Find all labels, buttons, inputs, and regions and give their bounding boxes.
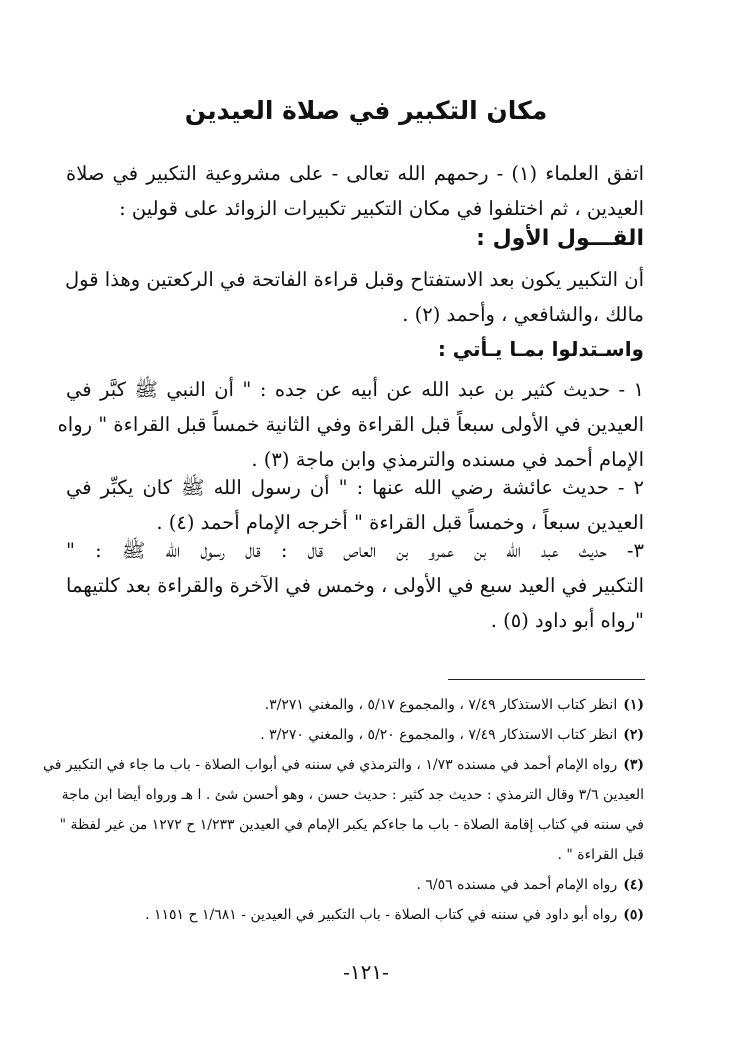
evidence-item-2: [66, 470, 644, 540]
footnote-3: [43, 750, 644, 870]
intro-line-1: اتفق العلماء (١) - رحمهم الله تعالى - على مشروعية التكبير في صلاة: [66, 162, 644, 185]
page-number: -١٢١-: [343, 960, 389, 984]
footnote-number: (٤): [623, 877, 644, 893]
first-opinion-paragraph: [66, 262, 644, 332]
first-opinion-line-2: مالك ،والشافعي ، وأحمد (٢) .: [402, 303, 644, 326]
footnote-number: (١): [623, 697, 644, 713]
footnote-3-line-3: في سننه في كتاب إقامة الصلاة - باب ما جاءكم يكبر الإمام في العيدين ١/٢٣٣ ح ١٢٧٢ من غير لفظة ": [59, 817, 644, 833]
evidence-item-3: [66, 533, 644, 638]
footnote-3-line-1: [43, 750, 644, 780]
footnote-text: انظر كتاب الاستذكار ٧/٤٩ ، والمجموع ٥/١٧ ، والمغني ٣/٢٧١.: [264, 697, 618, 713]
footnote-3-line-2: العيدين ٣/٦ وقال الترمذي : حديث جد كثير : حديث حسن ، وهو أحسن شئ . ا هـ ورواه أيضا ابن ماجة: [61, 787, 644, 803]
evidence-2-line-1: ٢ - حديث عائشة رضي الله عنها : " أن رسول الله ﷺ كان يكبِّر في: [66, 476, 644, 499]
footnote-5: [66, 900, 644, 930]
evidence-heading: واسـتدلوا بمـا يـأتي :: [437, 337, 644, 361]
evidence-1-line-2: العيدين في الأولى سبعاً قبل القراءة وفي الثانية خمساً قبل القراءة " رواه: [57, 413, 644, 436]
first-opinion-heading: القـــول الأول :: [476, 226, 644, 251]
evidence-1-line-1: ١ - حديث كثير بن عبد الله عن أبيه عن جده : " أن النبي ﷺ كبَّر في: [66, 378, 644, 401]
footnote-4: [66, 870, 644, 900]
evidence-1-line-3: الإمام أحمد في مسنده والترمذي وابن ماجة (٣) .: [251, 448, 644, 471]
footnote-text: رواه الإمام أحمد في مسنده ٦/٥٦ .: [416, 877, 618, 893]
footnote-text: انظر كتاب الاستذكار ٧/٤٩ ، والمجموع ٥/٢٠ ، والمغني ٣/٢٧٠ .: [260, 727, 618, 743]
page-title: مكان التكبير في صلاة العيدين: [184, 96, 548, 125]
footnotes: [43, 690, 644, 930]
first-opinion-line-1: أن التكبير يكون بعد الاستفتاح وقبل قراءة الفاتحة في الركعتين وهذا قول: [65, 268, 644, 291]
evidence-2-line-2: العيدين سبعاً ، وخمساً قبل القراءة " أخرجه الإمام أحمد (٤) .: [156, 511, 644, 534]
evidence-3-line-3: "رواه أبو داود (٥) .: [490, 609, 644, 632]
footnote-text: رواه الإمام أحمد في مسنده ١/٧٣ ، والترمذي في سننه في أبواب الصلاة - باب ما جاء في التكبير في: [43, 757, 618, 773]
footnote-number: (٣): [623, 757, 644, 773]
footnote-separator: [448, 679, 645, 680]
footnote-1: [66, 690, 644, 720]
intro-paragraph: [66, 156, 644, 226]
footnote-2: [66, 720, 644, 750]
intro-line-2: العيدين ، ثم اختلفوا في مكان التكبير تكبيرات الزوائد على قولين :: [119, 197, 644, 220]
footnote-3-line-4: قبل القراءة " .: [557, 847, 644, 863]
footnote-number: (٥): [623, 907, 644, 923]
evidence-item-1: [57, 372, 644, 477]
evidence-3-line-1: ٣- حديث عبد الله بن عمرو بن العاص قال : قال رسول الله ﷺ : ": [66, 539, 644, 562]
footnote-text: رواه أبو داود في سننه في كتاب الصلاة - باب التكبير في العيدين - ١/٦٨١ ح ١١٥١ .: [145, 907, 618, 923]
footnote-number: (٢): [623, 727, 644, 743]
evidence-3-line-2: التكبير في العيد سبع في الأولى ، وخمس في الآخرة والقراءة بعد كلتيهما: [66, 574, 644, 597]
